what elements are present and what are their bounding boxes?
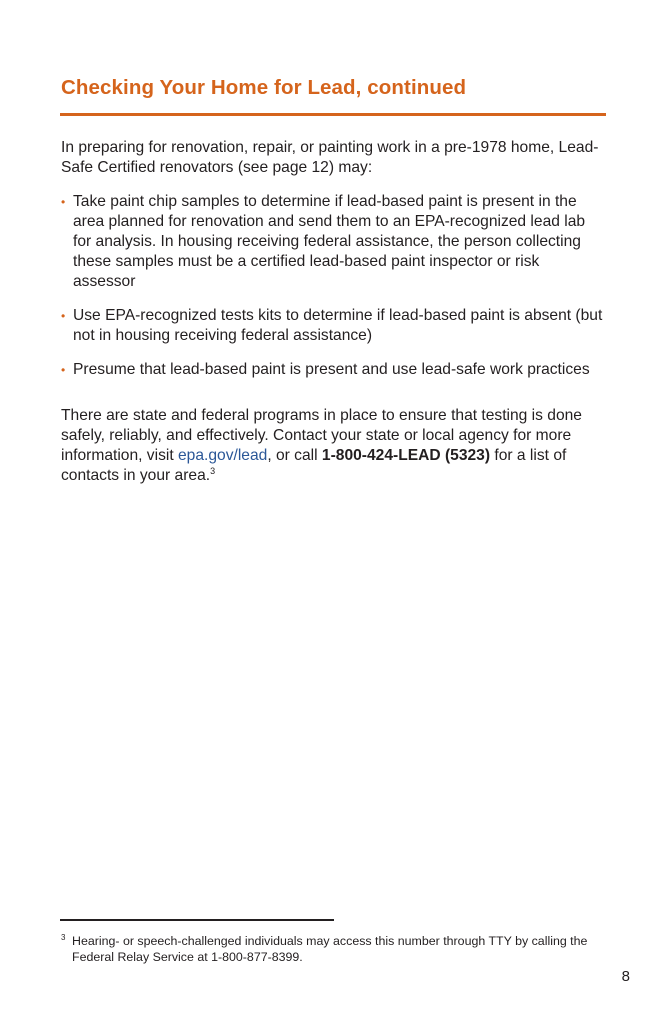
- list-item: [61, 192, 606, 292]
- closing-text-end: for a list of contacts in your area.: [61, 447, 567, 484]
- list-item-text: Presume that lead-based paint is present and use lead-safe work practices: [73, 361, 590, 378]
- main-content: [61, 138, 606, 486]
- closing-text: There are state and federal programs in place to ensure that testing is done safely, reliably, and effectively. Contact your state or local agency for more information, visit: [61, 407, 582, 464]
- bullet-icon: •: [61, 195, 66, 209]
- renovator-options-list: [61, 192, 606, 380]
- closing-paragraph: [61, 406, 606, 486]
- list-item-text: Take paint chip samples to determine if lead-based paint is present in the area planned for renovation and send them to an EPA-recognized lead lab for analysis. In housing receiving federal assistance, the person collecting these samples must be a certified lead-based paint inspector or risk assessor: [73, 193, 586, 290]
- list-item-text: Use EPA-recognized tests kits to determine if lead-based paint is absent (but not in housing receiving federal assistance): [73, 307, 603, 344]
- bullet-icon: •: [61, 309, 66, 323]
- page-title: Checking Your Home for Lead, continued: [61, 76, 467, 99]
- lead-hotline-number: 1-800-424-LEAD (5323): [321, 447, 491, 464]
- footnote: [61, 933, 609, 965]
- list-item: [61, 360, 606, 380]
- footnote-reference: 3: [210, 465, 216, 476]
- footnote-number: 3: [61, 933, 66, 942]
- epa-lead-link[interactable]: epa.gov/lead: [178, 447, 268, 464]
- title-divider: [60, 113, 606, 116]
- bullet-icon: •: [61, 363, 66, 377]
- footnote-divider: [60, 919, 334, 921]
- list-item: [61, 306, 606, 346]
- intro-paragraph: In preparing for renovation, repair, or painting work in a pre-1978 home, Lead-Safe Certified renovators (see page 12) may:: [61, 139, 599, 176]
- page-number: 8: [621, 968, 630, 985]
- closing-text-call: , or call: [267, 447, 322, 464]
- footnote-text: Hearing- or speech-challenged individuals may access this number through TTY by calling the Federal Relay Service at 1-800-877-8399.: [72, 934, 588, 964]
